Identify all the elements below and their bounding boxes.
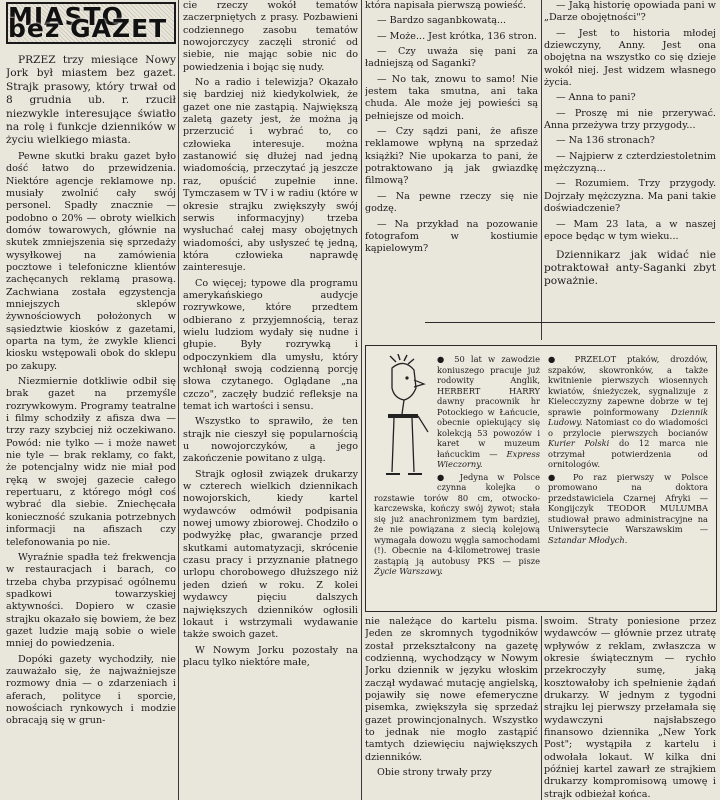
interview-line: — Rozumiem. Trzy przygody. Dojrzały mężczyzna. Ma pani takie doświadczenie? [544,178,716,215]
news-brief: ● 50 lat w zawodzie koniuszego pracuje już rodowity Anglik, HERBERT HARRY dawny pracownik hr Potockiego w Łańcucie, obecnie opiekujący się kolekcją 53 powozów i karet w muzeum łańcuckim — Express Wieczorny. [437,354,540,469]
article-continuation-2 [544,616,716,800]
source-credit: Kurier Polski [548,438,610,448]
interview-line: która napisała pierwszą powieść. [365,0,527,11]
paragraph: Niezmiernie dotkliwie odbił się brak gazet na przemyśle rozrywkowym. Programy teatralne i filmy schodziły z afisza dwa — trzy razy szybciej niż oczekiwano. Powód: nie tylko — i może nawet nie tyle — brak reklamy, co fakt, że potencjalny widz nie miał pod ręką w swojej gazecie całego repertuaru, z którego mógł coś wybrać dla siebie. Zniechęcała konieczność szukania potrzebnych informacji na afiszach czy telefonowania po nie. [6,376,176,548]
paragraph: Co więcej; typowe dla programu amerykańskiego audycje rozrywkowe, które przedtem odbierano z przyjemnością, teraz wielu ludziom wydały się nudne i głupie. Były rozrywką i odpoczynkiem dla umysłu, który wchłonął swoją codzienną porcję słowa czytanego. Oglądane „na czczo", zaczęły budzić refleksje na temat ich wartości i sensu. [183,277,358,412]
paragraph: cie rzeczy wokół tematów zaczerpniętych z prasy. Pozbawieni codziennego zasobu tematów nowojorczycy zaczęli stronić od siebie, nie mając sobie nic do powiedzenia i bojąc się nudy. [183,0,358,73]
briefs-column-right [548,354,708,607]
paragraph: nie należące do kartelu pisma. Jeden ze skromnych tygodników został przekształcony na gazetę codzienną, wychodzący w Nowym Jorku dziennik w języku włoskim zaczął wydawać mutację angielską, pojawiły się nowe efemeryczne pisemka, zwiększyła się sprzedaż gazet prowincjonalnych. Wszystko to jednak nie mogło zastąpić tamtych dziewięciu największych dzienników. [365,616,538,763]
source-credit: Życie Warszawy. [374,566,443,576]
column-rule [361,0,362,800]
briefs-column-left [374,354,540,607]
source-credit: Dziennik Ludowy. [548,406,708,427]
paragraph: Obie strony trwały przy [377,767,492,779]
interview-line: — Bardzo saganbkowatą... [377,15,507,27]
bullet-icon: ● [437,354,455,364]
interview-line: — Anna to pani? [556,92,636,104]
source-credit: Sztandar Młodych. [548,534,628,545]
paragraph: Pewne skutki braku gazet było dość łatwo do przewidzenia. Niektóre agencje reklamowe np. musiały zwolnić cały swój personel. Spadły znacznie — podobno o 20% — obroty wielkich domów towarowych, głównie na skutek zmniejszenia się sprzedaży wysyłkowej na zamówienia pocztowe i telefoniczne klientów zachęcanych reklamą prasową. Zachwiana została egzystencja mniejszych sklepów żywnościowych położonych w sąsiedztwie kiosków z gazetami, oparta na tym, że zwykle klienci kiosku wstępowali obok do sklepu po zakupy. [6,150,176,372]
paragraph: W Nowym Jorku pozostały na placu tylko niektóre małe, [183,644,358,668]
paragraph: Wyraźnie spadła też frekwencja w restauracjach i barach, co trzeba chyba przypisać ogólnemu spadkowi towarzyskiej aktywności. Dopiero w czasie strajku okazało się bowiem, że bez gazet ludzie mają sobie o wiele mniej do powiedzenia. [6,551,176,650]
article-continuation-1 [365,616,538,800]
paragraph: Strajk ogłosił związek drukarzy w czterech wielkich dziennikach nowojorskich, kiedy kartel wydawców odmówił podpisania nowej umowy zbiorowej. Chodziło o podwyżkę płac, gwarancje przed skutkami automatyzacji, skrócenie czasu pracy i przyznanie płatnego urlopu chorobowego dłuższego niż jeden dzień w roku. Z kolei wydawcy pięciu dalszych największych dzienników ogłosili lokaut i wstrzymali wydawanie także swoich gazet. [183,468,358,641]
interview-line: — Czy uważa się pani za ładniejszą od Saganki? [365,46,538,70]
interview-column-2 [544,0,716,320]
interview-line: — Na przykład na pozowanie fotografom w kostiumie kąpielowym? [365,218,538,255]
interview-line: — Najpierw z czterdziestoletnim mężczyzną... [544,150,716,175]
paragraph: swoim. Straty poniesione przez wydawców — głównie przez utratę wpływów z reklam, zwłaszcza w okresie świątecznym — rychło przekroczyły sumę, jaką kosztowałoby ich spełnienie żądań drukarzy. W jednym z tygodni strajku lej pierwszy przełamała się wydawczyni najsłabszego finansowo dziennika „New York Post"; wystąpiła z kartelu i odwołała lokaut. W kilka dni później kartel zawarł ze strajkiem drukarzy kompromisową umowę i strajk odbieżał końca. [544,616,716,800]
news-briefs-box [365,345,717,612]
article-column-2 [183,0,358,800]
bullet-icon: ● [548,354,575,364]
cartoon-figure-icon [374,354,432,484]
interview-line: — Może... Jest krótka, 136 stron. [377,30,537,42]
paragraph: Wszystko to sprawiło, że ten strajk nie cieszył się popularnością u nowojorczyków, a jego zakończenie powitano z ulgą. [183,416,358,465]
section-divider [425,322,715,323]
news-brief: ● Po raz pierwszy w Polsce promowano na doktora przedstawiciela Czarnej Afryki — Kongijczyk TEODOR MULUMBA studiował prawo administracyjne na Uniwersytecie Warszawskim — Sztandar Młodych. [548,471,708,545]
column-rule [178,0,179,800]
column-rule [541,616,542,800]
lead-paragraph: PRZEZ trzy miesiące Nowy Jork był miastem bez gazet. Strajk prasowy, który trwał od 8 grudnia ub. r. rzucił niezwykle interesujące światło na rolę i funkcje dzienników w życiu wielkiego miasta. [6,54,176,147]
interview-line: — Mam 23 lata, a w naszej epoce będąc w tym wieku... [544,218,716,242]
news-brief: ● Jedyna w Polsce czynna kolejka o rozstawie torów 80 cm, otwocko-karczewska, kończy swój żywot; stała się już anachronizmem tym bardziej, że nie powiązana z siecią kolejową wymagała dowozu węgla samochodami (!). Obecnie na 4-kilometrowej trasie zastąpią ją autobusy PKS — pisze Życie Warszawy. [374,471,540,576]
bullet-icon: ● [437,471,460,482]
page-title: MIASTO bez GAZET [8,1,168,43]
interview-line: — Proszę mi nie przerywać. Anna przeżywa trzy przygody... [544,107,716,132]
paragraph: No a radio i telewizja? Okazało się bardziej niż kiedykolwiek, że gazet one nie zastąpią. Największą zaletą gazety jest, że można ją przerzucić i wybrać to, co człowieka interesuje. można zastanowić się dłużej nad jedną wiadomością, przeczytać ją jeszcze raz, opuścić zupełnie inne. Tymczasem w TV i w radiu (które w okresie strajku zwiększyły swój serwis informacyjny) trzeba wysłuchać całej masy obojętnych wiadomości, aby usłyszeć tę jedną, która człowieka naprawdę zainteresuje. [183,77,358,274]
article-column-1 [6,0,176,800]
interview-line: — Jaką historię opowiada pani w „Darze obojętności"? [544,0,716,24]
interview-line: — Na 136 stronach? [556,135,655,147]
interview-line: — Czy sądzi pani, że afisze reklamowe wpłyną na sprzedaż książki? Nie upokarza to pani, że potraktowano ją jak gwiazdkę filmową? [365,126,538,187]
interview-line: — Na pewne rzeczy się nie godzę. [365,190,538,215]
bullet-icon: ● [548,471,574,482]
interview-column-1 [365,0,538,320]
source-credit: Express Wieczorny. [437,448,540,469]
interview-line: — Jest to historia młodej dziewczyny, Anny. Jest ona obojętna na wszystko co się dzieje wokół niej. Jest widzem własnego życia. [544,27,716,89]
headline-banner [6,2,176,44]
news-brief: ● PRZELOT ptaków, drozdów, szpaków, skowronków, a także kwitnienie pierwszych wiosennych kwiatów, śnieżyczek, sygnalizuje z Kielecczyzny zapewne dobrze w tej sprawie poinformowany Dziennik Ludowy. Natomiast co do wiadomości o przylocie pierwszych bocianów Kurier Polski do 12 marca nie otrzymał potwierdzenia od ornitologów. [548,354,708,469]
interview-line: — No tak, znowu to samo! Nie jestem taka smutna, ani taka chuda. Ale może jej powieści są pełniejsze od moich. [365,73,538,122]
column-rule [541,0,542,340]
paragraph: Dopóki gazety wychodziły, nie zauważało się, że najważniejsze rozmowy dnia — o zdarzeniach i aferach, polityce i sporcie, nowościach rynkowych i modzie obracają się w grun- [6,653,176,727]
closing-remark: Dziennikarz jak widać nie potraktował anty-Saganki zbyt poważnie. [544,249,716,288]
